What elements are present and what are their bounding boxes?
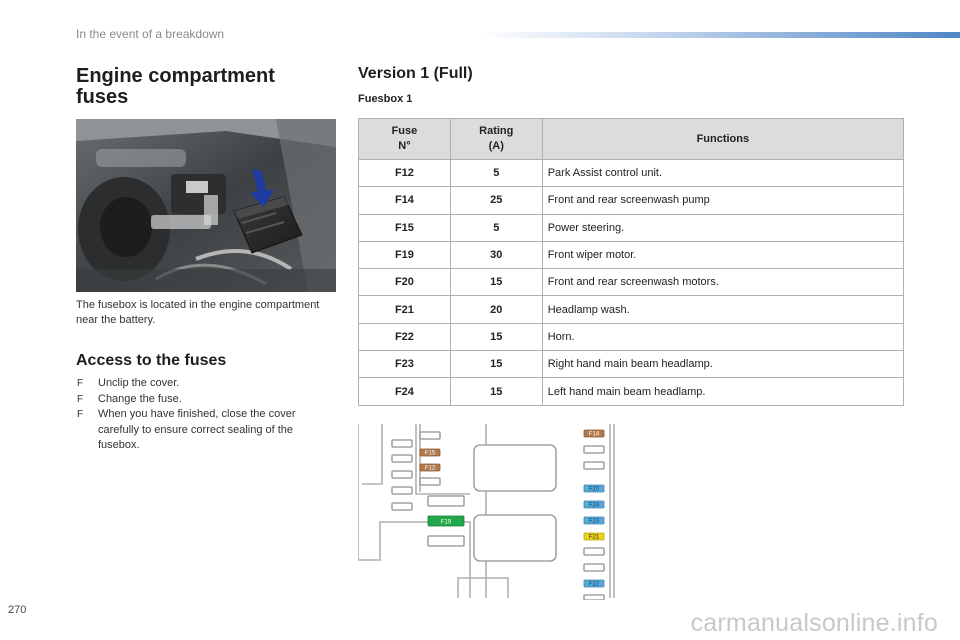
rating-cell: 5 [450,214,542,241]
function-cell: Front and rear screenwash motors. [542,269,903,296]
list-item: F When you have finished, close the cover carefully to ensure correct sealing of the fusebox. [77,408,296,451]
table-row [359,241,904,268]
function-cell: Left hand main beam headlamp. [542,378,903,405]
rating-cell: 25 [450,187,542,214]
page-title: Engine compartment fuses [76,65,275,108]
function-cell: Front wiper motor. [542,241,903,268]
version-heading: Version 1 (Full) [358,65,473,82]
checkbox-bullet-icon: F [77,378,84,389]
fuse-f22-label: F22 [588,581,600,588]
fuse-cell: F19 [359,241,451,268]
rating-cell: 15 [450,269,542,296]
table-row [359,160,904,187]
rating-cell: 15 [450,378,542,405]
rating-cell: 30 [450,241,542,268]
fuse-cell: F14 [359,187,451,214]
checkbox-bullet-icon: F [77,409,84,420]
fuse-f12-label: F12 [424,465,436,472]
fuse-f14-label: F14 [588,431,600,438]
table-row [359,378,904,405]
table-row [359,214,904,241]
fuse-cell: F22 [359,323,451,350]
list-item: F Unclip the cover. [76,376,326,392]
fuse-cell: F20 [359,269,451,296]
access-fuses-heading: Access to the fuses [76,352,227,369]
fuse-cell: F24 [359,378,451,405]
fuse-f20-label: F20 [588,486,600,493]
fuse-f24-label: F24 [588,502,600,509]
page-number: 270 [8,604,27,616]
function-cell: Front and rear screenwash pump [542,187,903,214]
fusebox-diagram [358,424,620,600]
header-gradient-bar [480,32,960,38]
rating-cell: 15 [450,351,542,378]
engine-compartment-photo [76,119,336,292]
table-row [359,187,904,214]
fuse-f21-label: F21 [588,534,600,541]
checkbox-bullet-icon: F [77,393,84,405]
table-header-row [359,119,904,160]
fuse-column-header: Fuse N° [359,119,451,160]
rating-column-header: Rating (A) [450,119,542,160]
access-steps-list [76,376,326,454]
fuse-f23-label: F23 [588,518,600,525]
fuse-cell: F21 [359,296,451,323]
rating-cell: 20 [450,296,542,323]
list-item: F Change the fuse. [76,392,326,408]
table-row [359,296,904,323]
fuse-f15-label: F15 [424,450,436,457]
rating-cell: 5 [450,160,542,187]
section-header: In the event of a breakdown [76,27,225,41]
function-cell: Headlamp wash. [542,296,903,323]
fusebox-location-caption: The fusebox is located in the engine compartment near the battery. [76,299,320,326]
fuse-cell: F12 [359,160,451,187]
fuse-cell: F15 [359,214,451,241]
fuse-cell: F23 [359,351,451,378]
watermark: carmanualsonline.info [690,609,938,637]
engine-photo-illustration [76,119,336,292]
fusebox-label: Fuesbox 1 [358,93,413,105]
fuse-table [358,118,904,406]
table-row [359,269,904,296]
function-cell: Horn. [542,323,903,350]
table-row [359,323,904,350]
fuse-f19-label: F19 [440,519,452,526]
functions-column-header: Functions [542,119,903,160]
function-cell: Park Assist control unit. [542,160,903,187]
table-row [359,351,904,378]
function-cell: Power steering. [542,214,903,241]
rating-cell: 15 [450,323,542,350]
function-cell: Right hand main beam headlamp. [542,351,903,378]
